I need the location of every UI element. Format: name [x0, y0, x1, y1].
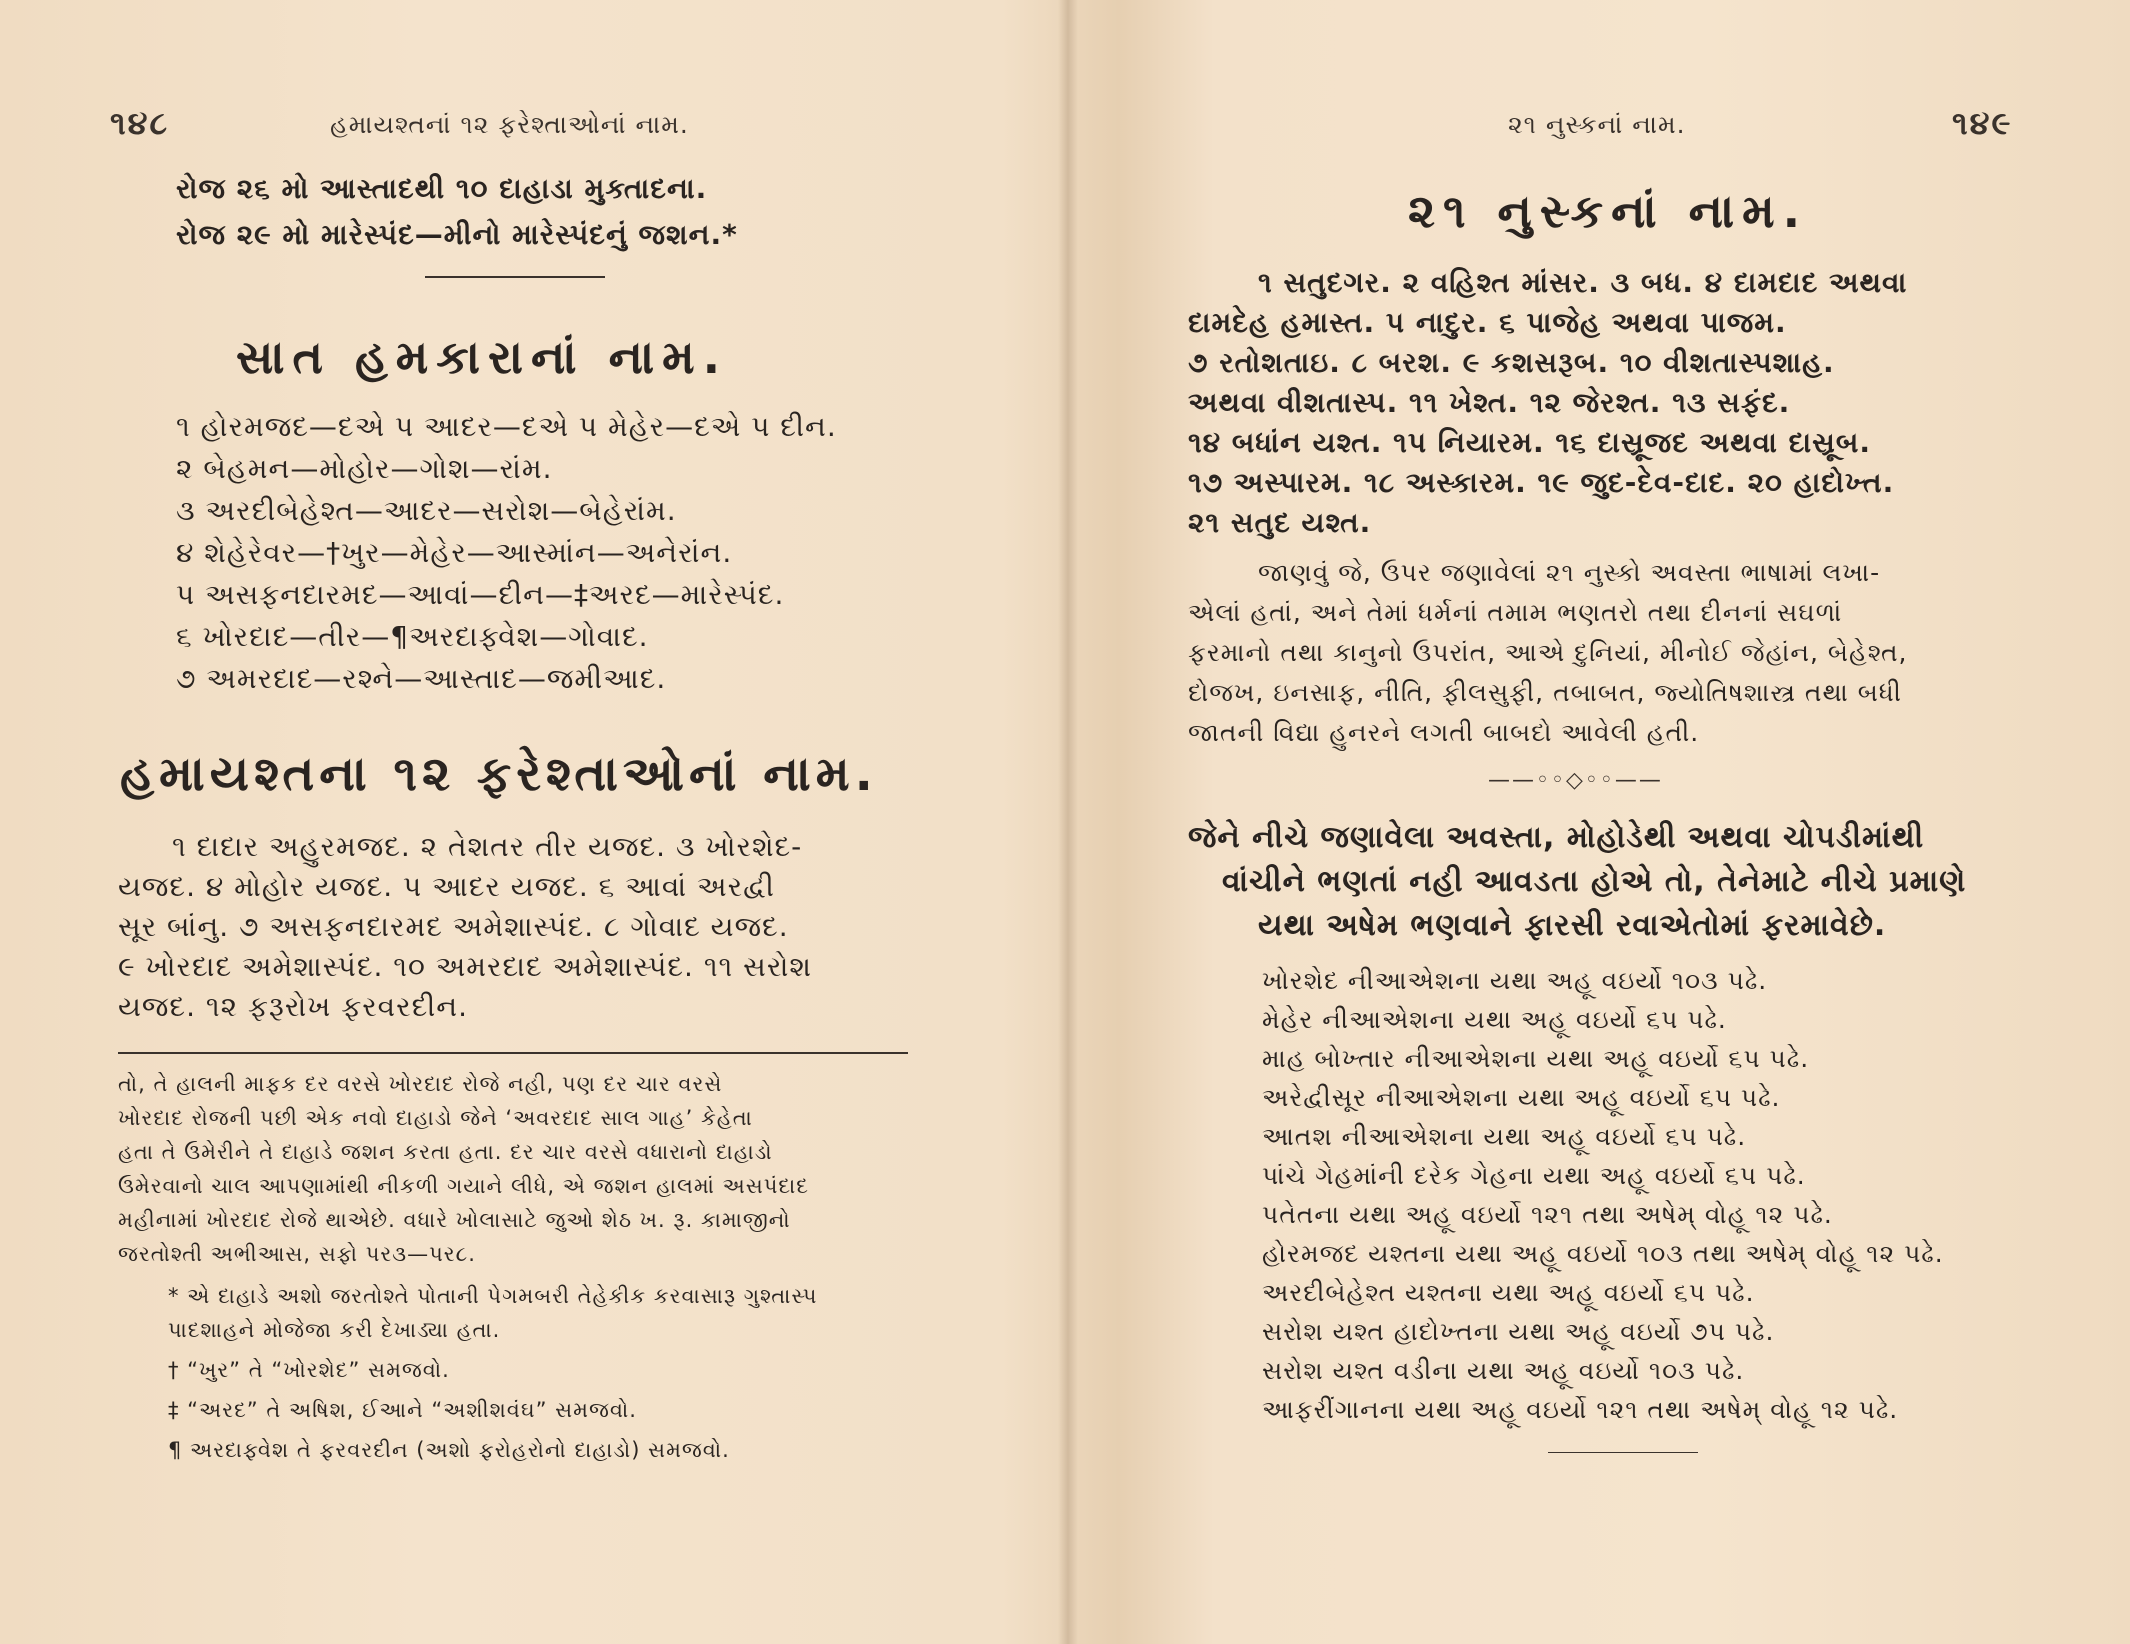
- footnote-line: ‡ “અરદ” તે અષિશ, ઈઆને “અશીશવંઘ” સમજવો.: [168, 1398, 637, 1422]
- paragraph-line: ૧ દાદાર અહુરમજદ. ૨ તેશતર તીર યજદ. ૩ ખોરશેદ-: [172, 830, 803, 863]
- prayer-line: મેહેર નીઆએશના યથા અહૂ વઇર્યો ૬પ પઢે.: [1262, 1005, 1727, 1034]
- section-title: ૨૧ નુસ્કનાં નામ.: [1408, 184, 1809, 238]
- list-item: ૧ હોરમજદ—દએ પ આદર—દએ પ મેહેર—દએ પ દીન.: [176, 410, 837, 443]
- footnote-line: પાદશાહને મોજેજા કરી દેખાડ્યા હતા.: [168, 1318, 501, 1342]
- paragraph-line: ૯ ખોરદાદ અમેશાસ્પંદ. ૧૦ અમરદાદ અમેશાસ્પંદ. ૧૧ સરોશ: [118, 950, 812, 983]
- footnote-line: ઉમેરવાનો ચાલ આપણામાંથી નીકળી ગયાને લીધે, એ જશન હાલમાં અસપંદાદ: [118, 1174, 809, 1198]
- list-line: દામદેહ હમાસ્ત. પ નાદુર. ૬ પાજેહ અથવા પાજમ.: [1188, 306, 1787, 339]
- page-number: ૧૪૯: [1952, 104, 2013, 142]
- book-gutter: [1058, 0, 1078, 1644]
- paragraph-line: યજદ. ૪ મોહોર યજદ. પ આદર યજદ. ૬ આવાં અરદ્વી: [118, 870, 775, 903]
- end-rule: [1548, 1452, 1698, 1453]
- paragraph-line: જાણવું જે, ઉપર જણાવેલાં ૨૧ નુસ્કો અવસ્તા ભાષામાં લખા-: [1258, 558, 1881, 587]
- top-line: રોજ ૨૬ મો આસ્તાદથી ૧૦ દાહાડા મુક્તાદના.: [176, 172, 708, 205]
- prayer-line: આફરીંગાનના યથા અહૂ વઇર્યો ૧૨૧ તથા અષેમ્ વોહૂ ૧૨ પઢે.: [1262, 1395, 1899, 1424]
- list-line: અથવા વીશતાસ્પ. ૧૧ ખેશ્ત. ૧૨ જેરશ્ત. ૧૩ સફંદ.: [1188, 386, 1791, 419]
- prayer-line: અરદીબેહેશ્ત યશ્તના યથા અહૂ વઇર્યો ૬પ પઢે.: [1262, 1278, 1755, 1307]
- prayer-line: સરોશ યશ્ત હાદોખ્તના યથા અહૂ વઇર્યો ૭પ પઢે.: [1262, 1317, 1775, 1346]
- section-title: હમાયશ્તના ૧૨ ફરેશ્તાઓનાં નામ.: [120, 746, 878, 802]
- list-item: ૩ અરદીબેહેશ્ત—આદર—સરોશ—બેહેરાંમ.: [176, 494, 677, 527]
- list-item: ૨ બેહમન—મોહોર—ગોશ—રાંમ.: [176, 452, 553, 485]
- section-title: સાત હમકારાનાં નામ.: [236, 330, 729, 384]
- list-item: ૭ અમરદાદ—રશ્ને—આસ્તાદ—જમીઆદ.: [176, 662, 667, 695]
- paragraph-line: જાતની વિદ્યા હુનરને લગતી બાબદો આવેલી હતી.: [1188, 718, 1700, 747]
- prayer-line: પતેતના યથા અહૂ વઇર્યો ૧૨૧ તથા અષેમ્ વોહૂ ૧૨ પઢે.: [1262, 1200, 1833, 1229]
- intro-line: યથા અષેમ ભણવાને ફારસી રવાએતોમાં ફરમાવેછે.: [1258, 908, 1887, 943]
- prayer-line: ખોરશેદ નીઆએશના યથા અહૂ વઇર્યો ૧૦૩ પઢે.: [1262, 966, 1768, 995]
- list-line: ૭ રતોશતાઇ. ૮ બરશ. ૯ કશસરૂબ. ૧૦ વીશતાસ્પશાહ.: [1188, 346, 1835, 379]
- running-head: ૨૧ નુસ્કનાં નામ.: [1508, 110, 1686, 139]
- footnote-rule: [118, 1052, 908, 1054]
- top-line: રોજ ૨૯ મો મારેસ્પંદ—મીનો મારેસ્પંદનું જશન.*: [176, 218, 738, 251]
- running-head: હમાયશ્તનાં ૧૨ ફરેશ્તાઓનાં નામ.: [330, 110, 689, 139]
- list-line: ૧૪ બધાંન યશ્ત. ૧પ નિયારમ. ૧૬ દાસ્રૂજદ અથવા દાસ્રૂબ.: [1188, 426, 1871, 459]
- list-item: પ અસફનદારમદ—આવાં—દીન—‡અરદ—મારેસ્પંદ.: [176, 578, 785, 611]
- footnote-line: ખોરદાદ રોજની પછી એક નવો દાહાડો જેને ‘અવરદાદ સાલ ગાહ’ કેહેતા: [118, 1106, 753, 1130]
- footnote-line: જરતોશ્તી અભીઆસ, સફો પર૩—પર૮.: [118, 1242, 476, 1266]
- page-number: ૧૪૮: [110, 104, 170, 142]
- footnote-line: તો, તે હાલની માફક દર વરસે ખોરદાદ રોજે નહી, પણ દર ચાર વરસે: [118, 1072, 723, 1096]
- list-line: ૧૭ અસ્પારમ. ૧૮ અસ્કારમ. ૧૯ જુદ-દેવ-દાદ. ૨૦ હાદોખ્ત.: [1188, 466, 1895, 499]
- left-page: [0, 0, 1058, 1644]
- prayer-line: સરોશ યશ્ત વડીના યથા અહૂ વઇર્યો ૧૦૩ પઢે.: [1262, 1356, 1745, 1385]
- list-line: ૨૧ સતુદ યશ્ત.: [1188, 506, 1372, 539]
- footnote-line: હતા તે ઉમેરીને તે દાહાડે જશન કરતા હતા. દર ચાર વરસે વધારાનો દાહાડો: [118, 1140, 773, 1164]
- prayer-line: અરેદ્વીસૂર નીઆએશના યથા અહૂ વઇર્યો ૬પ પઢે.: [1262, 1083, 1781, 1112]
- right-page: [1078, 0, 2130, 1644]
- paragraph-line: સૂર બાંનુ. ૭ અસફનદારમદ અમેશાસ્પંદ. ૮ ગોવાદ યજદ.: [118, 910, 789, 943]
- prayer-line: આતશ નીઆએશના યથા અહૂ વઇર્યો ૬પ પઢે.: [1262, 1122, 1747, 1151]
- paragraph-line: દોજખ, ઇનસાફ, નીતિ, ફીલસુફી, તબાબત, જ્યોતિષશાસ્ત્ર તથા બધી: [1188, 678, 1902, 707]
- intro-line: વાંચીને ભણતાં નહી આવડતા હોએ તો, તેનેમાટે નીચે પ્રમાણે: [1222, 864, 1967, 899]
- ornament-divider: ——◦◦◇◦◦——: [1488, 768, 1663, 793]
- short-rule: [425, 276, 605, 278]
- footnote-line: ¶ અરદાફ્વેશ તે ફરવરદીન (અશો ફરોહરોનો દાહાડો) સમજવો.: [168, 1438, 730, 1462]
- footnote-line: મહીનામાં ખોરદાદ રોજે થાએછે. વધારે ખોલાસાટે જુઓ શેઠ ખ. રૂ. કામાજીનો: [118, 1208, 791, 1232]
- paragraph-line: એલાં હતાં, અને તેમાં ધર્મનાં તમામ ભણતરો તથા દીનનાં સઘળાં: [1188, 598, 1843, 627]
- footnote-line: † “ખુર” તે “ખોરશેદ” સમજવો.: [168, 1358, 450, 1382]
- list-item: ૪ શેહેરેવર—†ખુર—મેહેર—આસ્માંન—અનેરાંન.: [176, 536, 733, 569]
- prayer-line: પાંચે ગેહમાંની દરેક ગેહના યથા અહૂ વઇર્યો ૬પ પઢે.: [1262, 1161, 1806, 1190]
- footnote-line: * એ દાહાડે અશો જરતોશ્તે પોતાની પેગમબરી તેહેકીક કરવાસારૂ ગુશ્તાસ્પ: [168, 1284, 818, 1308]
- prayer-line: માહ બોખ્તાર નીઆએશના યથા અહૂ વઇર્યો ૬પ પઢે.: [1262, 1044, 1810, 1073]
- prayer-line: હોરમજદ યશ્તના યથા અહૂ વઇર્યો ૧૦૩ તથા અષેમ્ વોહૂ ૧૨ પઢે.: [1262, 1239, 1944, 1268]
- list-line: ૧ સતુદગર. ૨ વહિશ્ત માંસર. ૩ બધ. ૪ દામદાદ અથવા: [1258, 266, 1908, 299]
- paragraph-line: યજદ. ૧૨ ફરૂરોખ ફરવરદીન.: [118, 990, 469, 1023]
- intro-line: જેને નીચે જણાવેલા અવસ્તા, મોહોડેથી અથવા ચોપડીમાંથી: [1188, 820, 1925, 855]
- paragraph-line: ફરમાનો તથા કાનુનો ઉપરાંત, આએ દુનિયાં, મીનોઈ જેહાંન, બેહેશ્ત,: [1188, 638, 1908, 667]
- list-item: ૬ ખોરદાદ—તીર—¶અરદાફ્વેશ—ગોવાદ.: [176, 620, 649, 653]
